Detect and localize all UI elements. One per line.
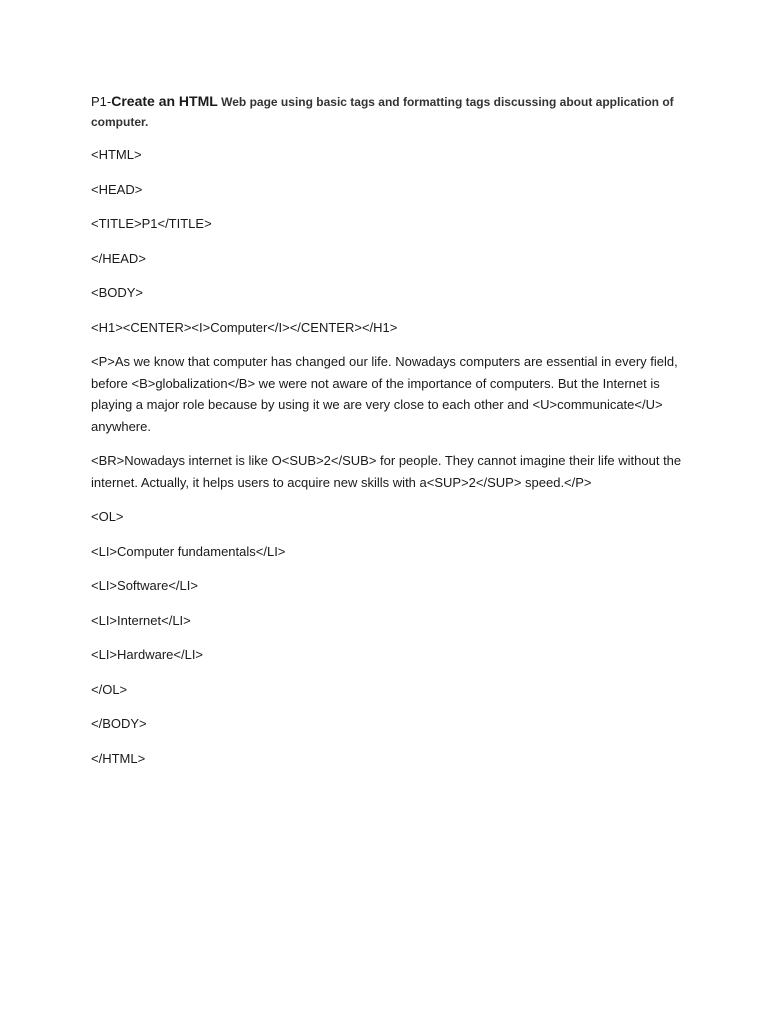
document-body	[91, 92, 683, 782]
code-line-body-open: <BODY>	[91, 285, 144, 300]
code-line-ol-open: <OL>	[91, 509, 124, 524]
code-line-li-software: <LI>Software</LI>	[91, 578, 198, 593]
code-line-html-close: </HTML>	[91, 750, 146, 766]
document-heading	[91, 92, 683, 132]
code-line-h1: <H1><CENTER><I>Computer</I></CENTER></H1>	[91, 319, 398, 335]
code-line-body-close: </BODY>	[91, 716, 147, 731]
heading-prefix: P1-	[91, 94, 112, 109]
code-line-head-close: </HEAD>	[91, 250, 146, 266]
code-line-li-hardware: <LI>Hardware</LI>	[91, 647, 204, 662]
code-paragraph-2: <BR>Nowadays internet is like O<SUB>2</SUB> for people. They cannot imagine their life without the internet. Actually, it helps users to acquire new skills with a<SUP>2</SUP> speed.</P>	[91, 453, 682, 490]
heading-rest: Web page using basic tags and formatting tags discussing about application of computer.	[91, 95, 674, 129]
code-line-li-fundamentals: <LI>Computer fundamentals</LI>	[91, 543, 286, 559]
heading-bold: Create an HTML	[111, 93, 218, 109]
code-line-ol-close: </OL>	[91, 681, 128, 697]
code-line-li-internet: <LI>Internet</LI>	[91, 612, 191, 628]
code-paragraph-1: <P>As we know that computer has changed our life. Nowadays computers are essential in every field, before <B>globalization</B> we were not aware of the importance of computers. But the Internet is playing a major role because by using it we are very close to each other and <U>communicate</U> anywhere.	[91, 354, 678, 434]
code-line-html-open: <HTML>	[91, 147, 142, 162]
code-line-head-open: <HEAD>	[91, 181, 143, 197]
code-line-title: <TITLE>P1</TITLE>	[91, 216, 212, 231]
